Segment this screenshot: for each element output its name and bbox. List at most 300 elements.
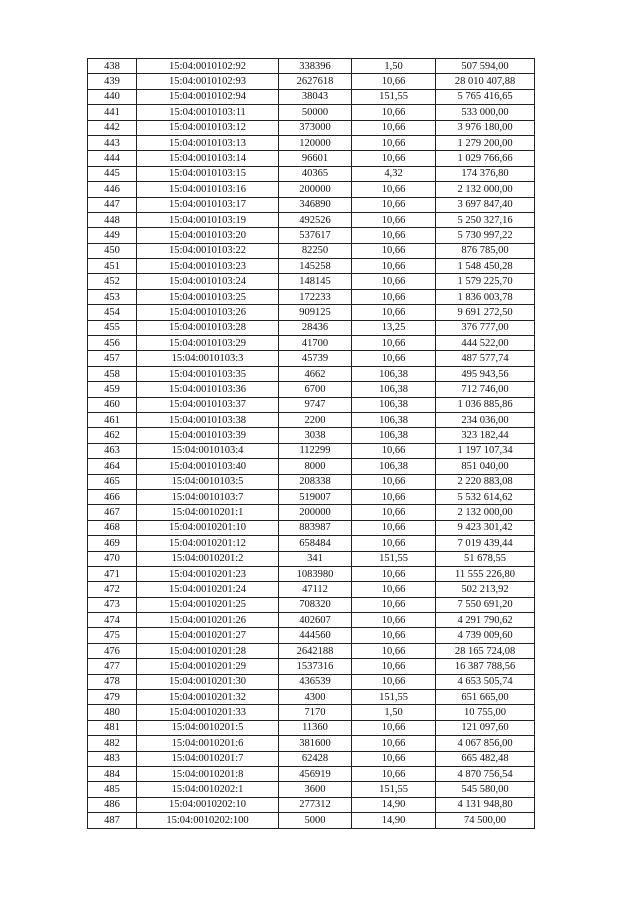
area-cell: 346890	[279, 197, 352, 212]
amount-cell: 1 548 450,28	[436, 259, 535, 274]
cadastral-number-cell: 15:04:0010103:35	[137, 366, 279, 381]
table-row	[88, 659, 535, 674]
cadastral-number-cell: 15:04:0010201:23	[137, 566, 279, 581]
cadastral-number-cell: 15:04:0010201:27	[137, 628, 279, 643]
amount-cell: 4 739 009,60	[436, 628, 535, 643]
row-number-cell: 444	[88, 151, 137, 166]
amount-cell: 5 532 614,62	[436, 489, 535, 504]
area-cell: 658484	[279, 536, 352, 551]
cadastral-table	[87, 58, 535, 829]
cadastral-number-cell: 15:04:0010201:2	[137, 551, 279, 566]
rate-cell: 10,66	[352, 720, 436, 735]
rate-cell: 10,66	[352, 582, 436, 597]
area-cell: 172233	[279, 289, 352, 304]
row-number-cell: 438	[88, 59, 137, 74]
amount-cell: 3 976 180,00	[436, 120, 535, 135]
row-number-cell: 481	[88, 720, 137, 735]
amount-cell: 9 423 301,42	[436, 520, 535, 535]
area-cell: 208338	[279, 474, 352, 489]
amount-cell: 16 387 788,56	[436, 659, 535, 674]
rate-cell: 10,66	[352, 74, 436, 89]
rate-cell: 10,66	[352, 135, 436, 150]
cadastral-number-cell: 15:04:0010103:37	[137, 397, 279, 412]
rate-cell: 10,66	[352, 443, 436, 458]
rate-cell: 10,66	[352, 597, 436, 612]
area-cell: 38043	[279, 89, 352, 104]
table-row	[88, 705, 535, 720]
cadastral-number-cell: 15:04:0010102:94	[137, 89, 279, 104]
table-row	[88, 736, 535, 751]
rate-cell: 10,66	[352, 351, 436, 366]
area-cell: 50000	[279, 105, 352, 120]
table-row	[88, 720, 535, 735]
table-row	[88, 105, 535, 120]
area-cell: 11360	[279, 720, 352, 735]
table-row	[88, 751, 535, 766]
row-number-cell: 480	[88, 705, 137, 720]
area-cell: 402607	[279, 613, 352, 628]
cadastral-number-cell: 15:04:0010201:5	[137, 720, 279, 735]
cadastral-number-cell: 15:04:0010201:7	[137, 751, 279, 766]
cadastral-number-cell: 15:04:0010103:13	[137, 135, 279, 150]
amount-cell: 234 036,00	[436, 412, 535, 427]
table-row	[88, 74, 535, 89]
cadastral-number-cell: 15:04:0010103:14	[137, 151, 279, 166]
amount-cell: 507 594,00	[436, 59, 535, 74]
row-number-cell: 468	[88, 520, 137, 535]
amount-cell: 5 765 416,65	[436, 89, 535, 104]
table-row	[88, 228, 535, 243]
table-row	[88, 674, 535, 689]
cadastral-number-cell: 15:04:0010202:100	[137, 813, 279, 828]
row-number-cell: 457	[88, 351, 137, 366]
amount-cell: 487 577,74	[436, 351, 535, 366]
cadastral-number-cell: 15:04:0010201:26	[137, 613, 279, 628]
table-row	[88, 382, 535, 397]
rate-cell: 10,66	[352, 766, 436, 781]
amount-cell: 7 019 439,44	[436, 536, 535, 551]
table-row	[88, 243, 535, 258]
amount-cell: 1 279 200,00	[436, 135, 535, 150]
rate-cell: 10,66	[352, 751, 436, 766]
row-number-cell: 462	[88, 428, 137, 443]
area-cell: 2627618	[279, 74, 352, 89]
rate-cell: 106,38	[352, 459, 436, 474]
row-number-cell: 441	[88, 105, 137, 120]
row-number-cell: 451	[88, 259, 137, 274]
area-cell: 45739	[279, 351, 352, 366]
amount-cell: 2 132 000,00	[436, 505, 535, 520]
cadastral-number-cell: 15:04:0010103:19	[137, 212, 279, 227]
rate-cell: 10,66	[352, 613, 436, 628]
cadastral-number-cell: 15:04:0010103:16	[137, 182, 279, 197]
rate-cell: 10,66	[352, 489, 436, 504]
table-row	[88, 489, 535, 504]
row-number-cell: 439	[88, 74, 137, 89]
row-number-cell: 484	[88, 766, 137, 781]
cadastral-number-cell: 15:04:0010103:36	[137, 382, 279, 397]
amount-cell: 533 000,00	[436, 105, 535, 120]
table-row	[88, 151, 535, 166]
table-row	[88, 520, 535, 535]
rate-cell: 106,38	[352, 366, 436, 381]
amount-cell: 1 197 107,34	[436, 443, 535, 458]
rate-cell: 10,66	[352, 736, 436, 751]
amount-cell: 712 746,00	[436, 382, 535, 397]
table-row	[88, 782, 535, 797]
rate-cell: 10,66	[352, 228, 436, 243]
cadastral-number-cell: 15:04:0010103:5	[137, 474, 279, 489]
amount-cell: 545 580,00	[436, 782, 535, 797]
cadastral-number-cell: 15:04:0010103:23	[137, 259, 279, 274]
area-cell: 4662	[279, 366, 352, 381]
cadastral-number-cell: 15:04:0010103:17	[137, 197, 279, 212]
area-cell: 96601	[279, 151, 352, 166]
row-number-cell: 475	[88, 628, 137, 643]
amount-cell: 323 182,44	[436, 428, 535, 443]
rate-cell: 106,38	[352, 382, 436, 397]
cadastral-number-cell: 15:04:0010201:32	[137, 690, 279, 705]
area-cell: 40365	[279, 166, 352, 181]
row-number-cell: 471	[88, 566, 137, 581]
area-cell: 200000	[279, 505, 352, 520]
table-row	[88, 474, 535, 489]
row-number-cell: 458	[88, 366, 137, 381]
table-row	[88, 197, 535, 212]
cadastral-number-cell: 15:04:0010201:25	[137, 597, 279, 612]
table-row	[88, 505, 535, 520]
rate-cell: 10,66	[352, 151, 436, 166]
table-row	[88, 320, 535, 335]
area-cell: 82250	[279, 243, 352, 258]
cadastral-number-cell: 15:04:0010103:3	[137, 351, 279, 366]
area-cell: 9747	[279, 397, 352, 412]
row-number-cell: 463	[88, 443, 137, 458]
row-number-cell: 455	[88, 320, 137, 335]
rate-cell: 10,66	[352, 105, 436, 120]
table-row	[88, 459, 535, 474]
cadastral-number-cell: 15:04:0010103:22	[137, 243, 279, 258]
area-cell: 381600	[279, 736, 352, 751]
row-number-cell: 465	[88, 474, 137, 489]
rate-cell: 10,66	[352, 536, 436, 551]
amount-cell: 74 500,00	[436, 813, 535, 828]
rate-cell: 10,66	[352, 505, 436, 520]
area-cell: 4300	[279, 690, 352, 705]
cadastral-number-cell: 15:04:0010202:10	[137, 797, 279, 812]
amount-cell: 121 097,60	[436, 720, 535, 735]
rate-cell: 10,66	[352, 643, 436, 658]
table-row	[88, 212, 535, 227]
table-row	[88, 628, 535, 643]
table-row	[88, 305, 535, 320]
area-cell: 145258	[279, 259, 352, 274]
table-row	[88, 412, 535, 427]
row-number-cell: 469	[88, 536, 137, 551]
rate-cell: 151,55	[352, 690, 436, 705]
rate-cell: 10,66	[352, 520, 436, 535]
amount-cell: 28 165 724,08	[436, 643, 535, 658]
row-number-cell: 486	[88, 797, 137, 812]
amount-cell: 2 220 883,08	[436, 474, 535, 489]
area-cell: 28436	[279, 320, 352, 335]
area-cell: 1537316	[279, 659, 352, 674]
area-cell: 444560	[279, 628, 352, 643]
rate-cell: 106,38	[352, 412, 436, 427]
amount-cell: 876 785,00	[436, 243, 535, 258]
amount-cell: 4 291 790,62	[436, 613, 535, 628]
cadastral-number-cell: 15:04:0010103:29	[137, 336, 279, 351]
table-row	[88, 551, 535, 566]
cadastral-number-cell: 15:04:0010201:33	[137, 705, 279, 720]
row-number-cell: 478	[88, 674, 137, 689]
area-cell: 3038	[279, 428, 352, 443]
amount-cell: 651 665,00	[436, 690, 535, 705]
amount-cell: 4 870 756,54	[436, 766, 535, 781]
row-number-cell: 442	[88, 120, 137, 135]
cadastral-number-cell: 15:04:0010201:10	[137, 520, 279, 535]
table-row	[88, 566, 535, 581]
table-row	[88, 690, 535, 705]
area-cell: 2200	[279, 412, 352, 427]
cadastral-number-cell: 15:04:0010103:40	[137, 459, 279, 474]
cadastral-number-cell: 15:04:0010103:25	[137, 289, 279, 304]
amount-cell: 495 943,56	[436, 366, 535, 381]
area-cell: 112299	[279, 443, 352, 458]
table-row	[88, 182, 535, 197]
row-number-cell: 473	[88, 597, 137, 612]
area-cell: 2642188	[279, 643, 352, 658]
rate-cell: 10,66	[352, 305, 436, 320]
area-cell: 6700	[279, 382, 352, 397]
row-number-cell: 445	[88, 166, 137, 181]
area-cell: 148145	[279, 274, 352, 289]
rate-cell: 1,50	[352, 705, 436, 720]
table-row	[88, 797, 535, 812]
row-number-cell: 447	[88, 197, 137, 212]
row-number-cell: 453	[88, 289, 137, 304]
cadastral-number-cell: 15:04:0010103:24	[137, 274, 279, 289]
table-row	[88, 59, 535, 74]
table-row	[88, 120, 535, 135]
rate-cell: 151,55	[352, 551, 436, 566]
row-number-cell: 483	[88, 751, 137, 766]
table-row	[88, 89, 535, 104]
cadastral-number-cell: 15:04:0010201:1	[137, 505, 279, 520]
area-cell: 909125	[279, 305, 352, 320]
table-row	[88, 443, 535, 458]
table-row	[88, 613, 535, 628]
area-cell: 492526	[279, 212, 352, 227]
row-number-cell: 461	[88, 412, 137, 427]
cadastral-number-cell: 15:04:0010201:28	[137, 643, 279, 658]
row-number-cell: 450	[88, 243, 137, 258]
table-row	[88, 259, 535, 274]
rate-cell: 10,66	[352, 212, 436, 227]
table-row	[88, 336, 535, 351]
amount-cell: 1 836 003,78	[436, 289, 535, 304]
rate-cell: 14,90	[352, 797, 436, 812]
table-row	[88, 766, 535, 781]
area-cell: 708320	[279, 597, 352, 612]
amount-cell: 2 132 000,00	[436, 182, 535, 197]
amount-cell: 4 131 948,80	[436, 797, 535, 812]
rate-cell: 106,38	[352, 397, 436, 412]
cadastral-number-cell: 15:04:0010103:4	[137, 443, 279, 458]
area-cell: 373000	[279, 120, 352, 135]
amount-cell: 1 029 766,66	[436, 151, 535, 166]
row-number-cell: 467	[88, 505, 137, 520]
rate-cell: 10,66	[352, 474, 436, 489]
area-cell: 41700	[279, 336, 352, 351]
row-number-cell: 454	[88, 305, 137, 320]
cadastral-number-cell: 15:04:0010103:26	[137, 305, 279, 320]
row-number-cell: 485	[88, 782, 137, 797]
rate-cell: 1,50	[352, 59, 436, 74]
cadastral-number-cell: 15:04:0010103:7	[137, 489, 279, 504]
area-cell: 62428	[279, 751, 352, 766]
rate-cell: 106,38	[352, 428, 436, 443]
rate-cell: 10,66	[352, 197, 436, 212]
row-number-cell: 460	[88, 397, 137, 412]
amount-cell: 28 010 407,88	[436, 74, 535, 89]
row-number-cell: 456	[88, 336, 137, 351]
table-row	[88, 166, 535, 181]
rate-cell: 10,66	[352, 336, 436, 351]
table-row	[88, 813, 535, 828]
area-cell: 436539	[279, 674, 352, 689]
rate-cell: 10,66	[352, 659, 436, 674]
row-number-cell: 476	[88, 643, 137, 658]
area-cell: 456919	[279, 766, 352, 781]
area-cell: 47112	[279, 582, 352, 597]
area-cell: 200000	[279, 182, 352, 197]
table-row	[88, 274, 535, 289]
cadastral-number-cell: 15:04:0010201:24	[137, 582, 279, 597]
rate-cell: 10,66	[352, 289, 436, 304]
table-body	[88, 59, 535, 829]
amount-cell: 10 755,00	[436, 705, 535, 720]
row-number-cell: 449	[88, 228, 137, 243]
rate-cell: 14,90	[352, 813, 436, 828]
cadastral-number-cell: 15:04:0010103:20	[137, 228, 279, 243]
amount-cell: 444 522,00	[436, 336, 535, 351]
rate-cell: 10,66	[352, 120, 436, 135]
document-page	[87, 58, 535, 829]
table-row	[88, 135, 535, 150]
amount-cell: 5 250 327,16	[436, 212, 535, 227]
table-row	[88, 428, 535, 443]
rate-cell: 13,25	[352, 320, 436, 335]
table-row	[88, 397, 535, 412]
area-cell: 277312	[279, 797, 352, 812]
row-number-cell: 477	[88, 659, 137, 674]
area-cell: 519007	[279, 489, 352, 504]
row-number-cell: 459	[88, 382, 137, 397]
table-row	[88, 643, 535, 658]
table-row	[88, 289, 535, 304]
area-cell: 120000	[279, 135, 352, 150]
row-number-cell: 482	[88, 736, 137, 751]
amount-cell: 376 777,00	[436, 320, 535, 335]
rate-cell: 10,66	[352, 274, 436, 289]
rate-cell: 10,66	[352, 674, 436, 689]
table-row	[88, 351, 535, 366]
cadastral-number-cell: 15:04:0010201:12	[137, 536, 279, 551]
table-row	[88, 597, 535, 612]
row-number-cell: 452	[88, 274, 137, 289]
area-cell: 8000	[279, 459, 352, 474]
cadastral-number-cell: 15:04:0010103:15	[137, 166, 279, 181]
row-number-cell: 448	[88, 212, 137, 227]
area-cell: 537617	[279, 228, 352, 243]
cadastral-number-cell: 15:04:0010102:93	[137, 74, 279, 89]
cadastral-number-cell: 15:04:0010201:6	[137, 736, 279, 751]
amount-cell: 4 653 505,74	[436, 674, 535, 689]
amount-cell: 51 678,55	[436, 551, 535, 566]
amount-cell: 665 482,48	[436, 751, 535, 766]
cadastral-number-cell: 15:04:0010103:38	[137, 412, 279, 427]
table-row	[88, 366, 535, 381]
cadastral-number-cell: 15:04:0010103:11	[137, 105, 279, 120]
cadastral-number-cell: 15:04:0010103:12	[137, 120, 279, 135]
area-cell: 5000	[279, 813, 352, 828]
row-number-cell: 479	[88, 690, 137, 705]
amount-cell: 174 376,80	[436, 166, 535, 181]
area-cell: 1083980	[279, 566, 352, 581]
row-number-cell: 443	[88, 135, 137, 150]
amount-cell: 4 067 856,00	[436, 736, 535, 751]
row-number-cell: 474	[88, 613, 137, 628]
cadastral-number-cell: 15:04:0010202:1	[137, 782, 279, 797]
amount-cell: 1 036 885,86	[436, 397, 535, 412]
rate-cell: 151,55	[352, 89, 436, 104]
row-number-cell: 440	[88, 89, 137, 104]
area-cell: 7170	[279, 705, 352, 720]
area-cell: 341	[279, 551, 352, 566]
cadastral-number-cell: 15:04:0010102:92	[137, 59, 279, 74]
table-row	[88, 582, 535, 597]
amount-cell: 502 213,92	[436, 582, 535, 597]
row-number-cell: 466	[88, 489, 137, 504]
area-cell: 883987	[279, 520, 352, 535]
cadastral-number-cell: 15:04:0010201:30	[137, 674, 279, 689]
rate-cell: 10,66	[352, 628, 436, 643]
amount-cell: 11 555 226,80	[436, 566, 535, 581]
row-number-cell: 487	[88, 813, 137, 828]
rate-cell: 4,32	[352, 166, 436, 181]
rate-cell: 10,66	[352, 259, 436, 274]
row-number-cell: 472	[88, 582, 137, 597]
cadastral-number-cell: 15:04:0010103:28	[137, 320, 279, 335]
row-number-cell: 446	[88, 182, 137, 197]
row-number-cell: 470	[88, 551, 137, 566]
amount-cell: 1 579 225,70	[436, 274, 535, 289]
cadastral-number-cell: 15:04:0010103:39	[137, 428, 279, 443]
amount-cell: 851 040,00	[436, 459, 535, 474]
table-row	[88, 536, 535, 551]
amount-cell: 7 550 691,20	[436, 597, 535, 612]
amount-cell: 3 697 847,40	[436, 197, 535, 212]
rate-cell: 10,66	[352, 243, 436, 258]
amount-cell: 9 691 272,50	[436, 305, 535, 320]
rate-cell: 151,55	[352, 782, 436, 797]
rate-cell: 10,66	[352, 182, 436, 197]
cadastral-number-cell: 15:04:0010201:8	[137, 766, 279, 781]
amount-cell: 5 730 997,22	[436, 228, 535, 243]
area-cell: 338396	[279, 59, 352, 74]
row-number-cell: 464	[88, 459, 137, 474]
